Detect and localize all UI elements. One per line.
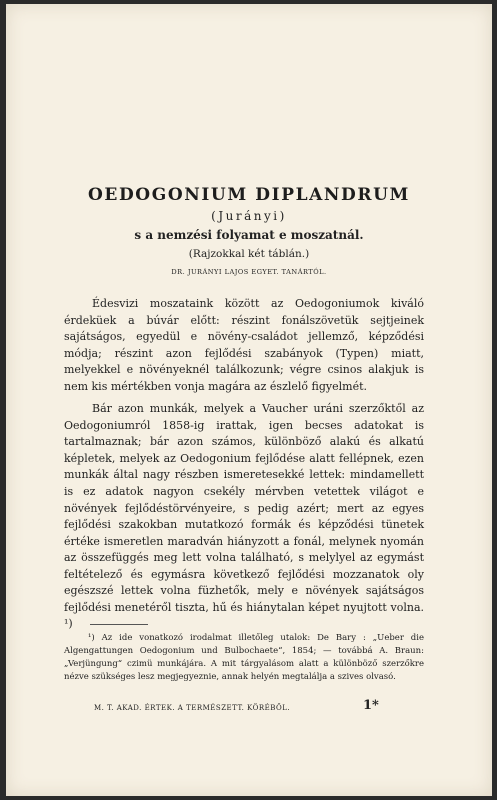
article-subheading: s a nemzési folyamat e moszatnál.: [134, 228, 364, 242]
author-line: DR. JURÁNYI LAJOS EGYET. TANÁRTÓL.: [171, 268, 327, 276]
article-title: OEDOGONIUM DIPLANDRUM: [88, 185, 410, 205]
illustration-note: (Rajzokkal két táblán.): [188, 248, 310, 260]
journal-footer: M. T. AKAD. ÉRTEK. A TERMÉSZETT. KÖRÉBŐL.: [94, 704, 291, 712]
footnote: [64, 632, 424, 684]
signature-mark: 1*: [363, 698, 379, 713]
footnote-text: ¹) Az ide vonatkozó irodalmat illetőleg utalok: De Bary : „Ueber die Algengattungen Oedogonium und Bulbochaete“, 1854; — továbbá A. Braun: „Verjüngung“ czimü munkájára. A mit tárgyalásom alatt a különböző szerzőkre nézve szükséges lesz megjegyeznie, annak helyén megtalálja a szives olvasó.: [64, 633, 424, 683]
body-paragraph-1: Édesvizi moszataink között az Oedogoniumok kiváló érdeküek a búvár előtt: részint fonálszövetük sejtjeinek sajátságos, egyedül e növény-családot jellemző, képződési módja; részint azon fejlődési szabányok (Typen) miatt, melyekkel e növényeknél találkozunk; végre csinos alakjuk is nem kis mértékben vonja magára az észlelő figyelmét.: [64, 297, 424, 393]
article-subtitle: (Jurányi): [211, 209, 287, 223]
article-body: [64, 296, 424, 633]
document-page: [6, 4, 492, 796]
body-paragraph-2: Bár azon munkák, melyek a Vaucher uráni szerzőktől az Oedogoniumról 1858-ig irattak, igen becses adatokat is tartalmaznak; bár azon számos, különböző alakú és alkatú képletek, melyek az Oedogonium fejlődése alatt fellépnek, ezen munkák által nagy részben ismeretesekké lettek: mindamellett is ez adatok nagyon csekély mérvben vetettek világot e növények fejlődéstörvényeire, s pedig azért; mert az egyes fejlődési szakokban mutatkozó formák és képződési tünetek értéke ismeretlen maradván hiányzott a fonál, melynek nyomán az összefüggés meg lett volna található, s melylyel az egymást feltételező és egymásra következő fejlődési mozzanatok oly egészszé lettek volna füzhetők, mely e növények sajátságos fejlődési menetéről tiszta, hű és hiánytalan képet nyujtott volna. ¹): [64, 402, 424, 631]
footnote-divider: [90, 624, 148, 625]
